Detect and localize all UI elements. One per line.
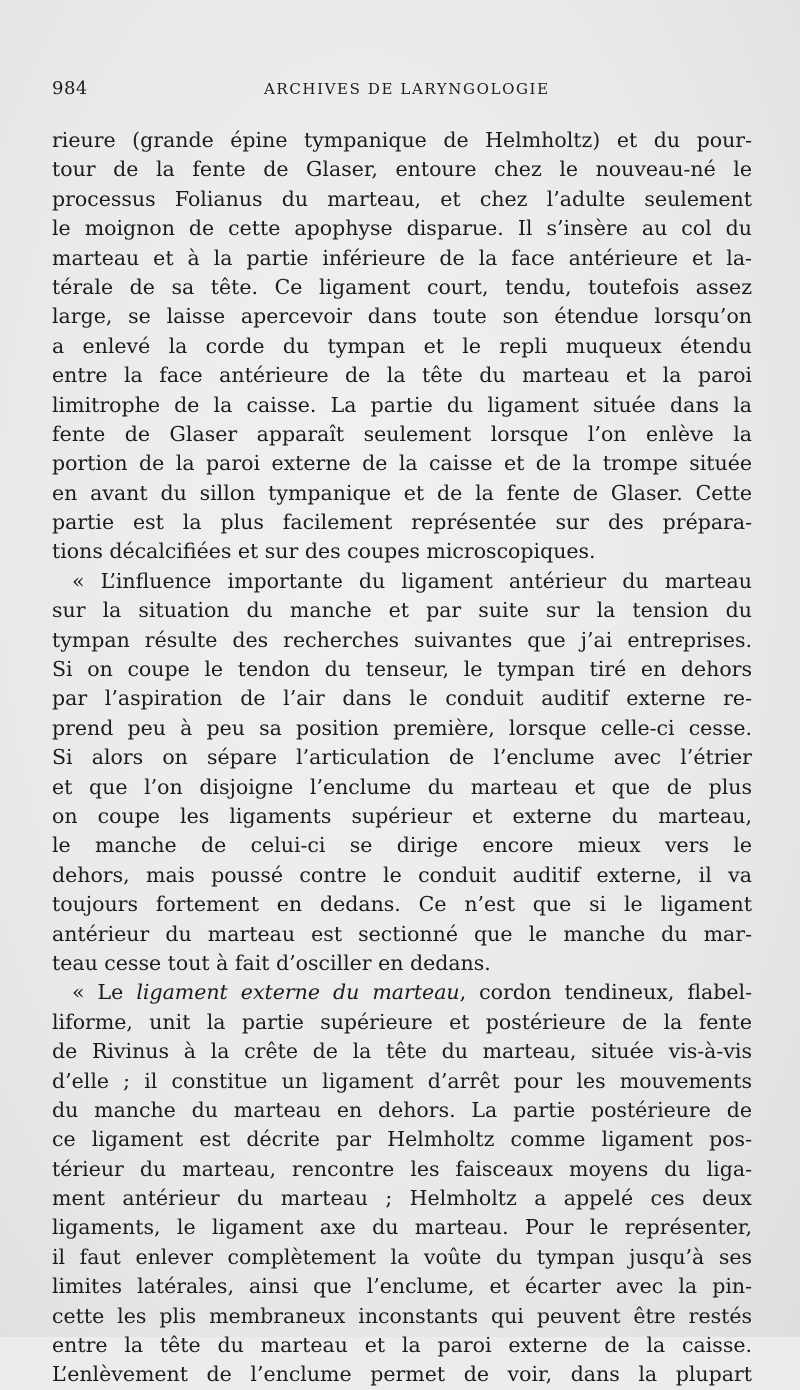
- text-line: il faut enlever complètement la voûte du tympan jusqu’à ses: [52, 1244, 752, 1269]
- text-line: limites latérales, ainsi que l’enclume, et écarter avec la pin-: [52, 1274, 752, 1299]
- text-line: ment antérieur du marteau ; Helmholtz a appelé ces deux: [52, 1186, 752, 1211]
- text-line: on coupe les ligaments supérieur et externe du marteau,: [52, 803, 752, 828]
- page-number: 984: [52, 78, 88, 99]
- text-line: rieure (grande épine tympanique de Helmholtz) et du pour-: [52, 128, 752, 152]
- text-line: térale de sa tête. Ce ligament court, tendu, toutefois assez: [52, 274, 752, 299]
- text-line: d’elle ; il constitue un ligament d’arrêt pour les mouvements: [52, 1068, 752, 1093]
- italic-term: ligament externe du marteau: [136, 980, 460, 1005]
- text-line: prend peu à peu sa position première, lorsque celle-ci cesse.: [52, 715, 752, 740]
- text-line: « L’influence importante du ligament antérieur du marteau: [72, 568, 752, 593]
- text-line: ce ligament est décrite par Helmholtz comme ligament pos-: [52, 1127, 752, 1152]
- text-line: tour de la fente de Glaser, entoure chez le nouveau-né le: [52, 157, 752, 182]
- text-line: et que l’on disjoigne l’enclume du marteau et que de plus: [52, 774, 752, 799]
- text-line: fente de Glaser apparaît seulement lorsque l’on enlève la: [52, 421, 752, 446]
- text-line: entre la face antérieure de la tête du marteau et la paroi: [52, 363, 752, 388]
- text-line: processus Folianus du marteau, et chez l’adulte seulement: [52, 186, 752, 211]
- text-line: térieur du marteau, rencontre les faisceaux moyens du liga-: [52, 1156, 752, 1181]
- text-line: Si on coupe le tendon du tenseur, le tympan tiré en dehors: [52, 657, 752, 682]
- text-line: tympan résulte des recherches suivantes que j’ai entreprises.: [52, 627, 752, 652]
- running-title: ARCHIVES DE LARYNGOLOGIE: [264, 80, 550, 98]
- text-line: entre la tête du marteau et la paroi externe de la caisse.: [52, 1333, 752, 1358]
- text-line: portion de la paroi externe de la caisse et de la trompe située: [52, 451, 752, 476]
- text-line: marteau et à la partie inférieure de la face antérieure et la-: [52, 245, 752, 270]
- text-line: toujours fortement en dedans. Ce n’est que si le ligament: [52, 892, 752, 917]
- text-line: le manche de celui-ci se dirige encore mieux vers le: [52, 833, 752, 858]
- text-line-italic-term: [52, 978, 752, 1007]
- italic-line-rest: cordon tendineux, flabel-: [479, 980, 752, 1005]
- italic-line-after: ,: [459, 980, 467, 1005]
- body-text: [52, 126, 752, 1390]
- text-line: liforme, unit la partie supérieure et postérieure de la fente: [52, 1009, 752, 1034]
- text-line: de Rivinus à la crête de la tête du marteau, située vis-à-vis: [52, 1039, 752, 1064]
- text-line: dehors, mais poussé contre le conduit auditif externe, il va: [52, 862, 752, 887]
- text-line: en avant du sillon tympanique et de la fente de Glaser. Cette: [52, 480, 752, 505]
- text-line: par l’aspiration de l’air dans le conduit auditif externe re-: [52, 686, 752, 711]
- text-line: antérieur du marteau est sectionné que le manche du mar-: [52, 921, 752, 946]
- text-line: le moignon de cette apophyse disparue. Il s’insère au col du: [52, 216, 752, 241]
- text-line: Si alors on sépare l’articulation de l’enclume avec l’étrier: [52, 745, 752, 770]
- text-line: teau cesse tout à fait d’osciller en dedans.: [52, 950, 491, 975]
- text-line: large, se laisse apercevoir dans toute son étendue lorsqu’on: [52, 304, 752, 329]
- text-line: limitrophe de la caisse. La partie du ligament située dans la: [52, 392, 752, 417]
- text-line: L’enlèvement de l’enclume permet de voir, dans la plupart: [52, 1362, 752, 1387]
- text-line: partie est la plus facilement représentée sur des prépara-: [52, 510, 752, 535]
- text-line: a enlevé la corde du tympan et le repli muqueux étendu: [52, 333, 752, 358]
- text-line: cette les plis membraneux inconstants qui peuvent être restés: [52, 1303, 752, 1328]
- page-header: [52, 78, 752, 102]
- text-line: ligaments, le ligament axe du marteau. Pour le représenter,: [52, 1215, 752, 1240]
- italic-line-prefix: « Le: [72, 980, 137, 1005]
- text-line: tions décalcifiées et sur des coupes microscopiques.: [52, 539, 596, 564]
- text-line: du manche du marteau en dehors. La partie postérieure de: [52, 1097, 752, 1122]
- text-line: sur la situation du manche et par suite sur la tension du: [52, 598, 752, 623]
